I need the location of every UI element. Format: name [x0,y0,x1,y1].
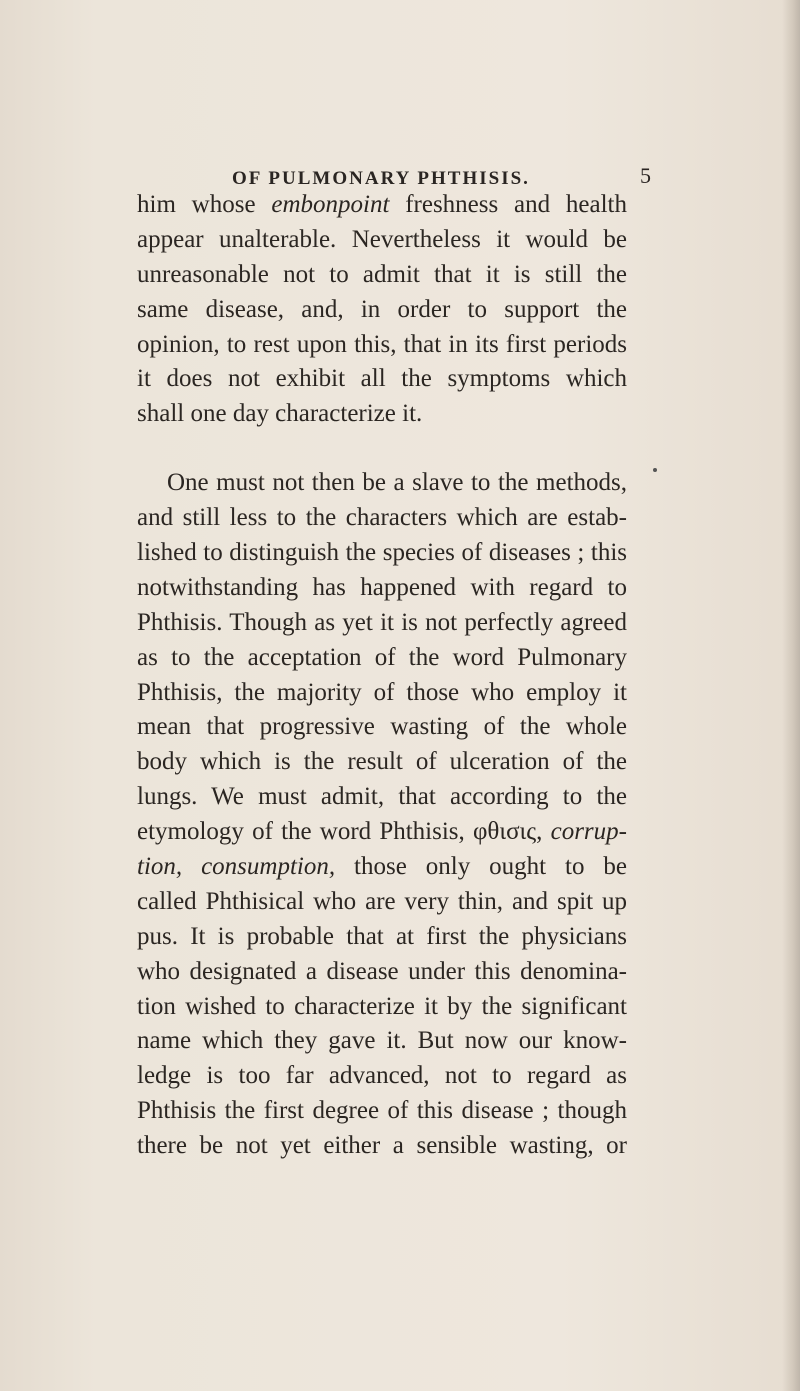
text-line: and still less to the characters which are estab- [137,504,627,532]
text-line: him whose embonpoint freshness and health [137,191,627,218]
text-line: tion, consumption, those only ought to be [137,853,627,881]
running-head: OF PULMONARY PHTHISIS. [232,168,530,189]
text-line: pus. It is probable that at first the physicians [137,922,627,950]
text-line: as to the acceptation of the word Pulmonary [137,643,627,671]
text-line: who designated a disease under this denomina- [137,957,627,985]
text-line: there be not yet either a sensible wasting, or [137,1132,627,1160]
text-line: etymology of the word Phthisis, φθισις, corrup- [137,818,627,846]
text-line: One must not then be a slave to the methods, [167,469,627,497]
text-line: appear unalterable. Nevertheless it would be [137,225,627,253]
paragraph-1 [137,188,627,432]
paragraph-2 [137,466,627,1164]
text-line: unreasonable not to admit that it is still the [137,260,627,288]
text-line: shall one day characterize it. [137,400,423,428]
text-line: name which they gave it. But now our know- [137,1027,627,1055]
page-number: 5 [640,163,651,188]
text-line: body which is the result of ulceration of the [137,748,627,776]
paragraph-gap [137,432,627,466]
text-line: Phthisis the first degree of this disease ; though [137,1097,627,1125]
text-line: same disease, and, in order to support the [137,295,627,323]
text-line: mean that progressive wasting of the whole [137,713,627,741]
text-line: tion wished to characterize it by the significant [137,992,627,1020]
text-line: ledge is too far advanced, not to regard as [137,1062,627,1090]
text-line: Phthisis. Though as yet it is not perfectly agreed [137,608,627,636]
text-line: Phthisis, the majority of those who employ it [137,678,627,706]
ink-speck [653,468,657,472]
text-line: lungs. We must admit, that according to the [137,783,627,811]
text-line: called Phthisical who are very thin, and spit up [137,887,627,915]
text-line: it does not exhibit all the symptoms which [137,365,627,393]
body-text [137,188,627,1164]
page-edge-shadow [782,0,800,1391]
text-line: notwithstanding has happened with regard to [137,573,627,601]
text-line: lished to distinguish the species of diseases ; this [137,539,627,567]
text-line: opinion, to rest upon this, that in its first periods [137,330,627,358]
